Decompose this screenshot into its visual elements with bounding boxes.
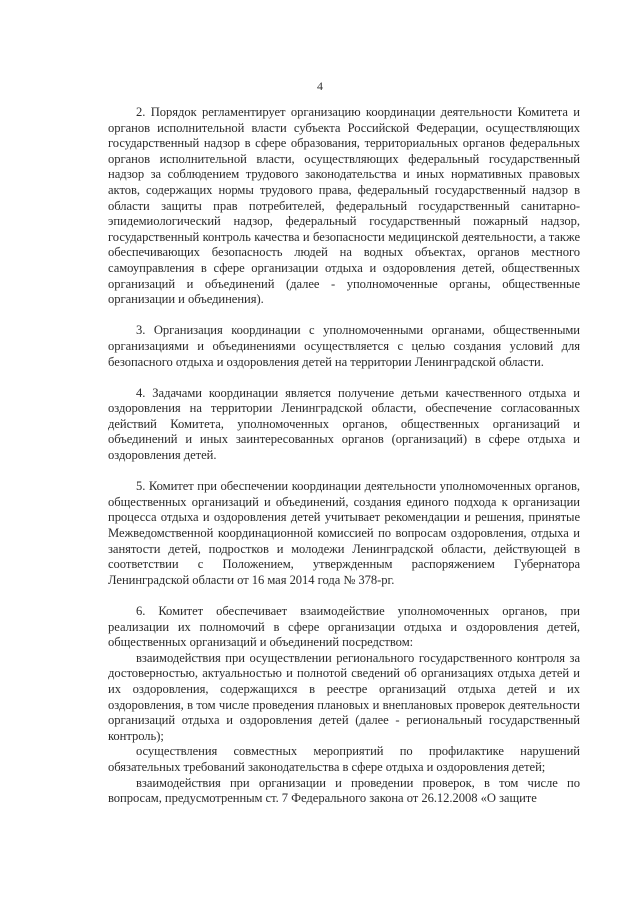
paragraph-3: 3. Организация координации с уполномоченными органами, общественными организациями и объединениями осуществляется с целью создания условий для безопасного отдыха и оздоровления детей на территории Ленинградской области. [108,323,580,369]
paragraph-2: 2. Порядок регламентирует организацию координации деятельности Комитета и органов исполнительной власти субъекта Российской Федерации, осуществляющих государственный надзор в сфере образования, территориальных органов федеральных органов исполнительной власти, осуществляющих федеральный государственный надзор за соблюдением трудового законодательства и иных нормативных правовых актов, содержащих нормы трудового права, федеральный государственный надзор в области защиты прав потребителей, федеральный государственный санитарно-эпидемиологический надзор, федеральный государственный пожарный надзор, государственный контроль качества и безопасности медицинской деятельности, а также обеспечивающих безопасность людей на водных объектах, органов местного самоуправления в сфере организации отдыха и оздоровления детей, общественных организаций и объединений (далее - уполномоченные органы, общественные организации и объединения). [108,105,580,307]
document-body [108,105,580,807]
page-number: 4 [317,79,323,93]
paragraph-6-item-1: взаимодействия при осуществлении регионального государственного контроля за достоверностью, актуальностью и полнотой сведений об организациях отдыха детей и их оздоровления, содержащихся в реестре организаций отдыха детей и их оздоровления, в том числе проведения плановых и внеплановых проверок деятельности организаций отдыха и оздоровления детей (далее - региональный государственный контроль); [108,650,580,743]
paragraph-6-item-3: взаимодействия при организации и проведении проверок, в том числе по вопросам, предусмотренным ст. 7 Федерального закона от 26.12.2008 «О защите [108,775,580,806]
paragraph-5: 5. Комитет при обеспечении координации деятельности уполномоченных органов, общественных организаций и объединений, создания единого подхода к организации процесса отдыха и оздоровления детей учитывает рекомендации и решения, принятые Межведомственной координационной комиссией по вопросам оздоровления, отдыха и занятости детей, подростков и молодежи Ленинградской области, действующей в соответствии с Положением, утвержденным распоряжением Губернатора Ленинградской области от 16 мая 2014 года № 378-рг. [108,479,580,587]
paragraph-6-intro: 6. Комитет обеспечивает взаимодействие уполномоченных органов, при реализации их полномочий в сфере организации отдыха и оздоровления детей, общественных организаций и объединений посредством: [108,604,580,650]
paragraph-6-item-2: осуществления совместных мероприятий по профилактике нарушений обязательных требований законодательства в сфере отдыха и оздоровления детей; [108,744,580,774]
paragraph-4: 4. Задачами координации является получение детьми качественного отдыха и оздоровления на территории Ленинградской области, обеспечение согласованных действий Комитета, уполномоченных органов, общественных организаций и объединений и иных заинтересованных органов (организаций) в сфере отдыха и оздоровления детей. [108,385,580,463]
